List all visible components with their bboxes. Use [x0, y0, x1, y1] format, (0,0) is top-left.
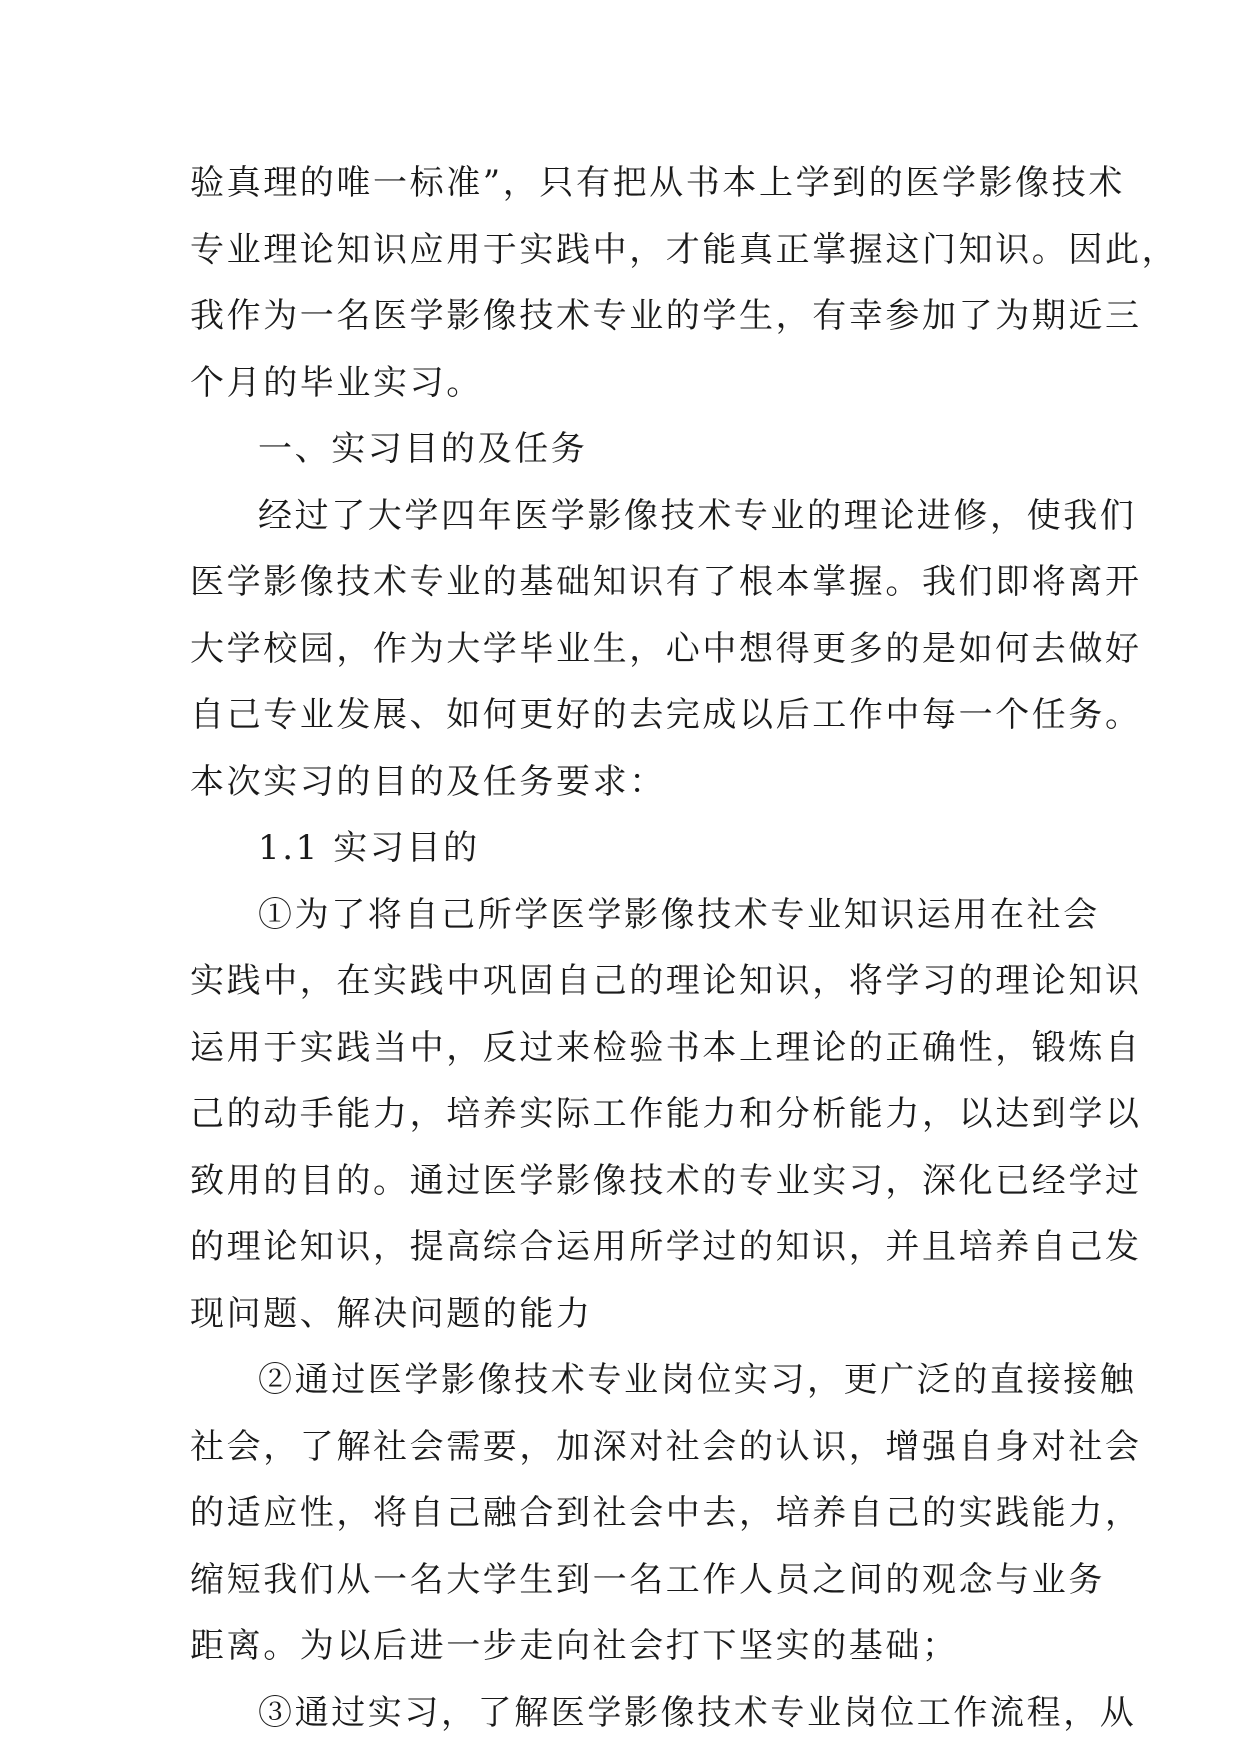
text-line: 运用于实践当中，反过来检验书本上理论的正确性，锻炼自 — [190, 1027, 1142, 1068]
text-line: 己的动手能力，培养实际工作能力和分析能力，以达到学以 — [190, 1094, 1142, 1134]
text-line: 大学校园，作为大学毕业生，心中想得更多的是如何去做好 — [190, 628, 1142, 669]
text-line: 致用的目的。通过医学影像技术的专业实习，深化已经学过 — [190, 1160, 1142, 1201]
text-line: 一、实习目的及任务 — [258, 429, 588, 469]
text-line: 经过了大学四年医学影像技术专业的理论进修，使我们 — [258, 495, 1137, 536]
text-line: 我作为一名医学影像技术专业的学生，有幸参加了为期近三 — [190, 296, 1142, 336]
text-line: 距离。为以后进一步走向社会打下坚实的基础； — [190, 1626, 959, 1666]
text-line: 医学影像技术专业的基础知识有了根本掌握。我们即将离开 — [190, 562, 1142, 602]
text-line: 实践中，在实践中巩固自己的理论知识，将学习的理论知识 — [190, 961, 1142, 1001]
text-line: 现问题、解决问题的能力 — [190, 1293, 593, 1334]
text-line: 验真理的唯一标准”，只有把从书本上学到的医学影像技术 — [190, 163, 1125, 203]
text-line: 社会，了解社会需要，加深对社会的认识，增强自身对社会 — [190, 1426, 1142, 1467]
text-line: 专业理论知识应用于实践中，才能真正掌握这门知识。因此， — [190, 229, 1179, 270]
text-line: ③通过实习，了解医学影像技术专业岗位工作流程，从 — [258, 1692, 1137, 1733]
text-line: 的适应性，将自己融合到社会中去，培养自己的实践能力， — [190, 1493, 1142, 1533]
text-line: 的理论知识，提高综合运用所学过的知识，并且培养自己发 — [190, 1227, 1142, 1267]
document-body — [190, 150, 1179, 1746]
text-line: 个月的毕业实习。 — [190, 362, 483, 403]
text-line: ①为了将自己所学医学影像技术专业知识运用在社会 — [258, 894, 1100, 935]
text-line: 自己专业发展、如何更好的去完成以后工作中每一个任务。 — [190, 695, 1142, 735]
text-line: 本次实习的目的及任务要求： — [190, 761, 666, 802]
text-line: 缩短我们从一名大学生到一名工作人员之间的观念与业务 — [190, 1559, 1105, 1600]
text-line: 1.1 实习目的 — [258, 828, 480, 868]
text-line: ②通过医学影像技术专业岗位实习，更广泛的直接接触 — [258, 1360, 1137, 1400]
